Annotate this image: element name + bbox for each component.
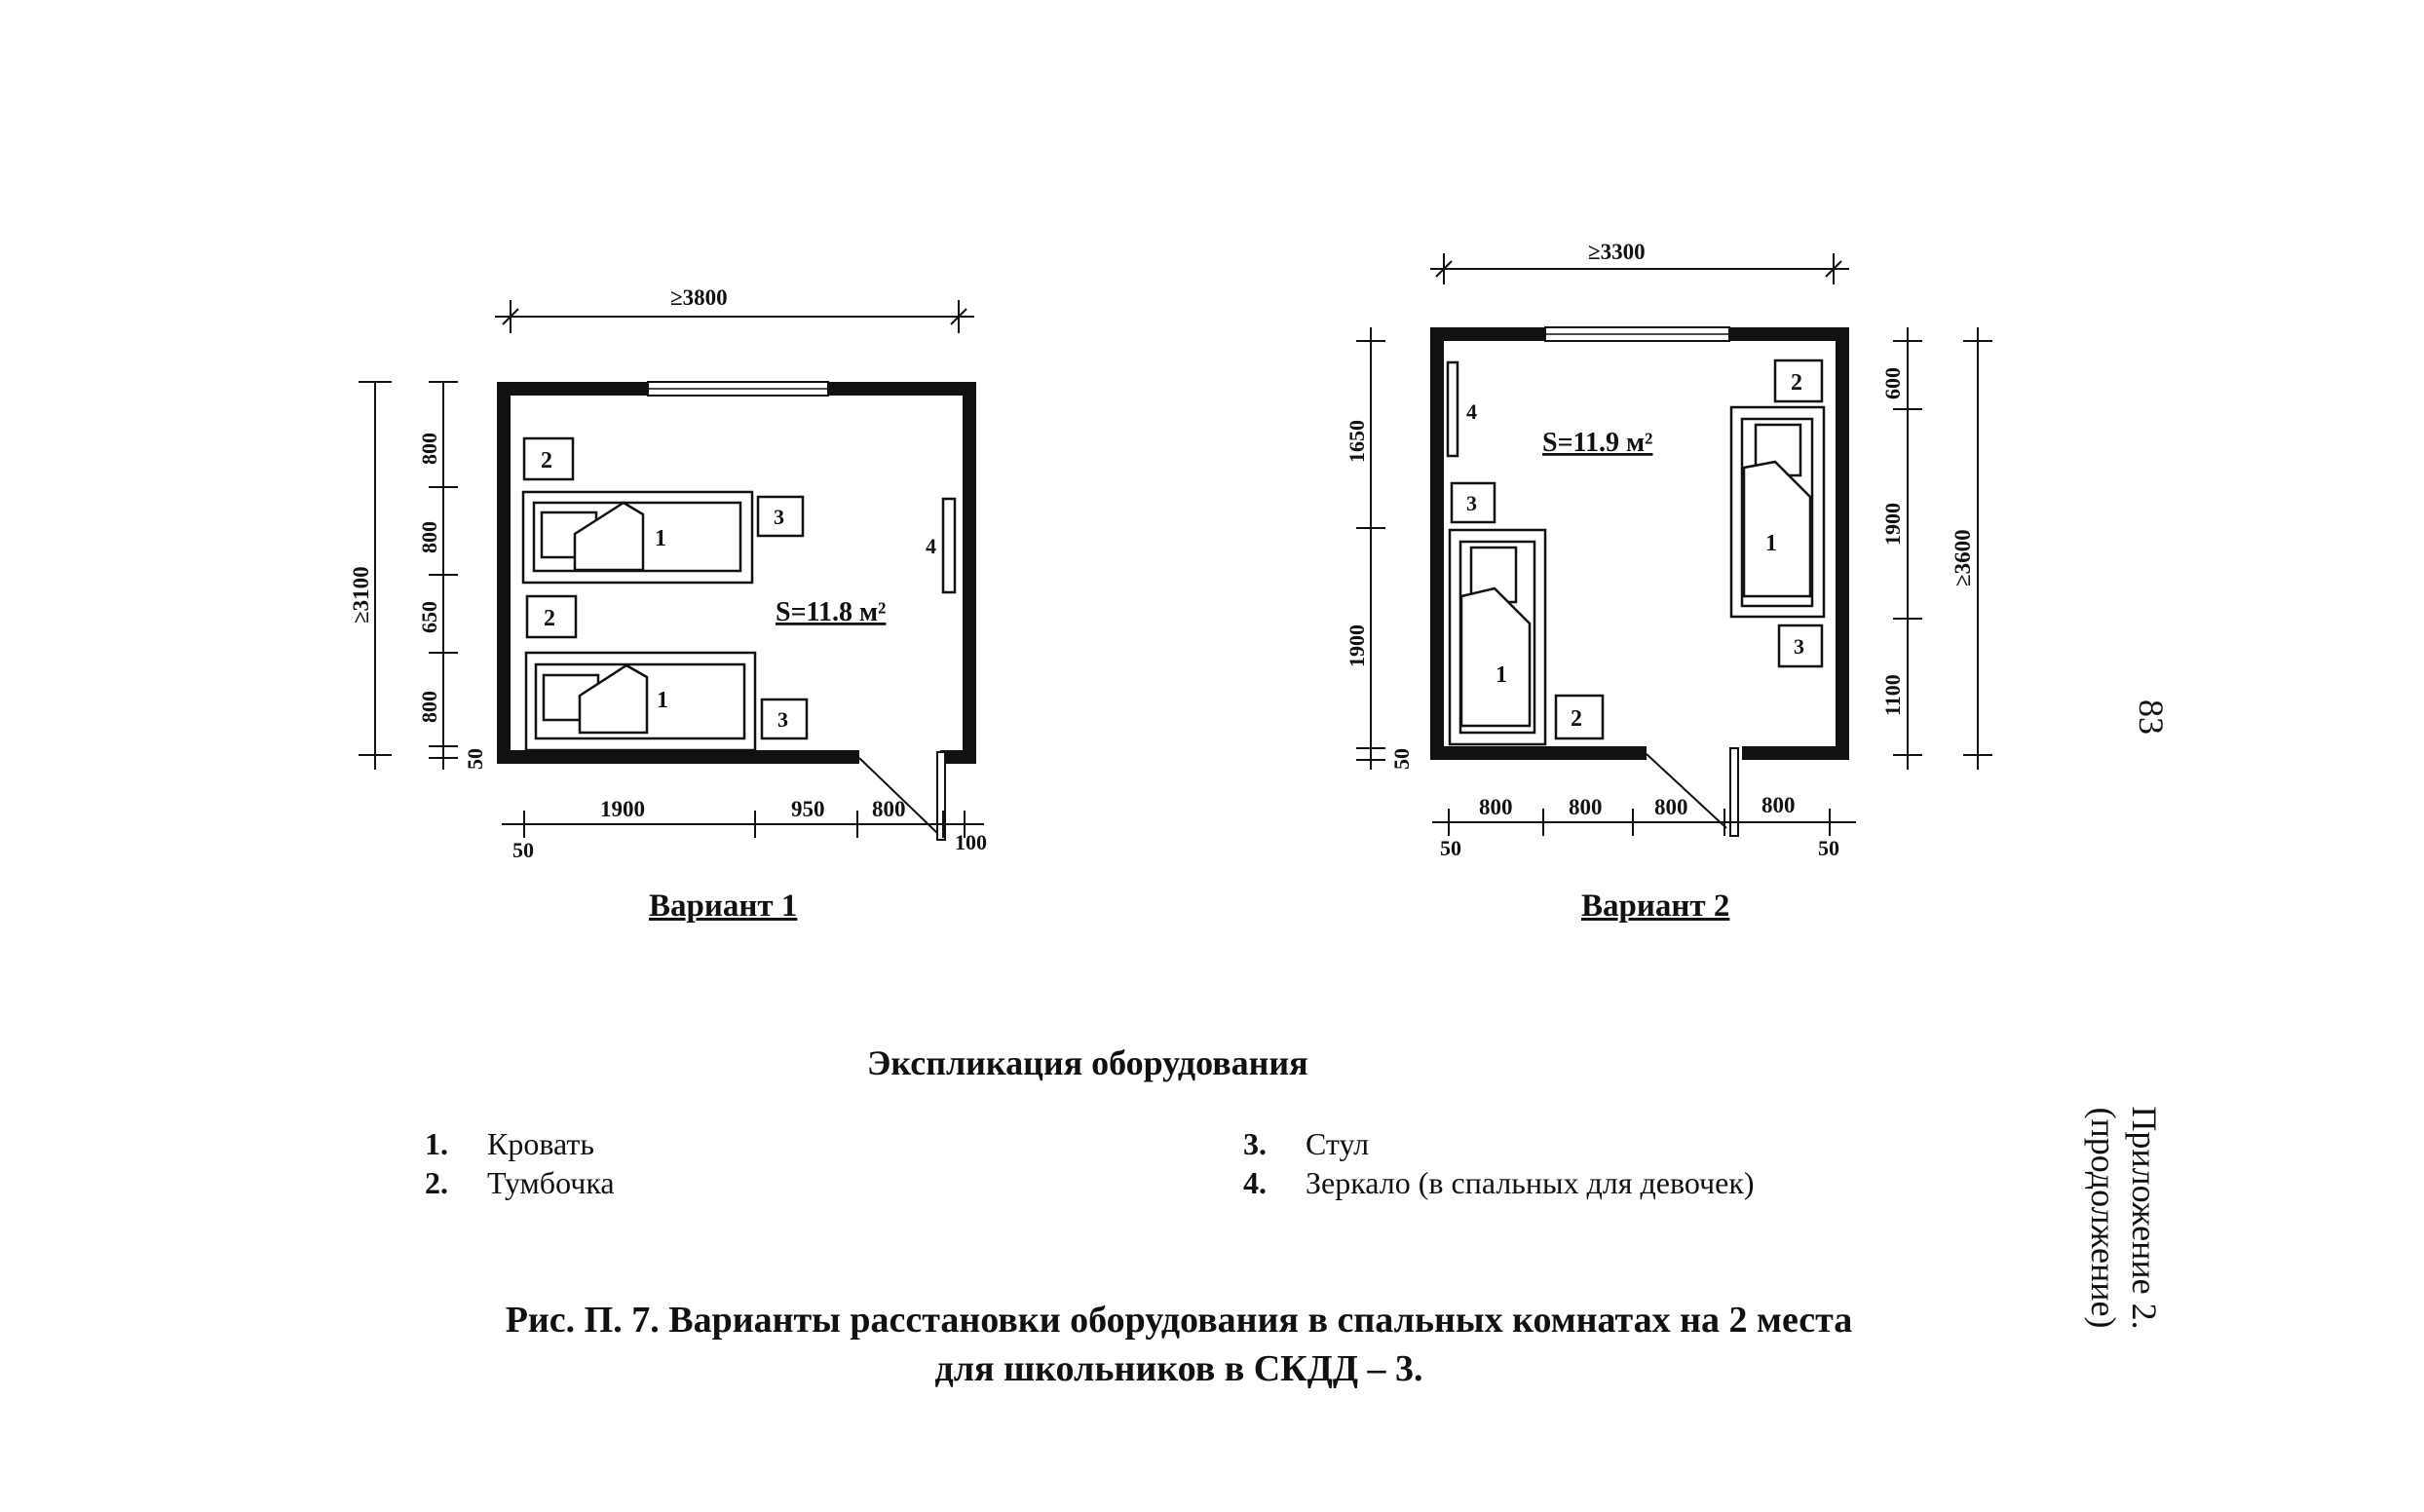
legend-item: 1. Кровать bbox=[425, 1126, 594, 1161]
variant2-mirror bbox=[1448, 362, 1458, 456]
svg-text:800: 800 bbox=[1479, 795, 1513, 819]
svg-text:800: 800 bbox=[1761, 793, 1796, 817]
svg-text:50: 50 bbox=[463, 748, 487, 770]
variant1-bed-label: 1 bbox=[657, 688, 668, 713]
svg-text:≥3600: ≥3600 bbox=[1951, 529, 1975, 586]
variant1-caption: Вариант 1 bbox=[649, 888, 798, 924]
svg-text:800: 800 bbox=[417, 521, 441, 553]
variant2-dim-top bbox=[1430, 240, 1849, 284]
svg-text:≥3100: ≥3100 bbox=[349, 566, 373, 624]
variant2-bed-label: 1 bbox=[1496, 662, 1507, 688]
variant2-caption: Вариант 2 bbox=[1581, 888, 1730, 924]
svg-text:100: 100 bbox=[955, 830, 987, 854]
page-number: 83 bbox=[2132, 699, 2171, 735]
side-note: Приложение 2. (продолжение) bbox=[2084, 1106, 2164, 1330]
variant2-mirror-label: 4 bbox=[1466, 399, 1477, 424]
variant1-chair-label: 3 bbox=[777, 707, 788, 732]
variant2-area: S=11.9 м² bbox=[1542, 428, 1653, 458]
variant2-dim-left bbox=[1345, 327, 1414, 770]
variant1-dim-bottom bbox=[502, 797, 987, 862]
variant1-bed-label: 1 bbox=[655, 526, 666, 551]
svg-text:800: 800 bbox=[872, 797, 906, 821]
legend-item: 4. Зеркало (в спальных для девочек) bbox=[1243, 1165, 1755, 1200]
svg-text:1650: 1650 bbox=[1345, 420, 1369, 463]
variant1-mirror bbox=[943, 499, 955, 592]
variant1-nightstand-label: 2 bbox=[541, 448, 552, 473]
variant2-nightstand-label: 2 bbox=[1791, 370, 1802, 396]
variant1-dim-top bbox=[495, 285, 974, 333]
legend-column-left bbox=[425, 1124, 615, 1202]
svg-text:800: 800 bbox=[417, 691, 441, 723]
svg-text:800: 800 bbox=[417, 433, 441, 465]
variant2-dim-right bbox=[1880, 327, 1992, 770]
svg-text:50: 50 bbox=[1389, 748, 1414, 770]
variant2-chair-label: 3 bbox=[1466, 491, 1477, 515]
svg-text:1900: 1900 bbox=[1345, 624, 1369, 667]
svg-text:800: 800 bbox=[1654, 795, 1688, 819]
svg-text:≥3300: ≥3300 bbox=[1588, 240, 1646, 264]
legend-title: Экспликация оборудования bbox=[867, 1043, 1308, 1082]
variant1-bed-upper bbox=[523, 492, 752, 583]
variant2-bed-right bbox=[1731, 407, 1824, 617]
variant2-bed-label: 1 bbox=[1765, 531, 1777, 556]
figure-caption: Рис. П. 7. Варианты расстановки оборудования в спальных комнатах на 2 места для школьников в СКДД – 3. bbox=[505, 1300, 1853, 1389]
variant1-area: S=11.8 м² bbox=[776, 597, 887, 627]
variant1-dim-left bbox=[349, 382, 487, 770]
legend-column-right bbox=[1243, 1124, 1755, 1202]
variant1-nightstand-label: 2 bbox=[544, 606, 555, 631]
legend-item: 2. Тумбочка bbox=[425, 1165, 615, 1200]
svg-text:50: 50 bbox=[1440, 836, 1461, 860]
svg-text:800: 800 bbox=[1569, 795, 1603, 819]
variant2-bed-left bbox=[1450, 530, 1545, 744]
variant1-plan bbox=[349, 285, 987, 862]
variant1-window bbox=[648, 382, 828, 396]
svg-text:50: 50 bbox=[1818, 836, 1839, 860]
svg-text:950: 950 bbox=[791, 797, 825, 821]
variant2-window bbox=[1545, 327, 1729, 341]
variant1-bed-lower bbox=[526, 653, 755, 750]
svg-text:1900: 1900 bbox=[1880, 503, 1905, 546]
variant2-nightstand-label: 2 bbox=[1571, 706, 1582, 732]
svg-text:50: 50 bbox=[512, 838, 534, 862]
svg-text:≥3800: ≥3800 bbox=[670, 285, 728, 310]
svg-text:1900: 1900 bbox=[600, 797, 645, 821]
variant1-door bbox=[859, 752, 945, 840]
svg-text:1100: 1100 bbox=[1880, 674, 1905, 716]
legend-item: 3. Стул bbox=[1243, 1126, 1370, 1161]
variant2-plan bbox=[1345, 240, 1992, 860]
variant1-mirror-label: 4 bbox=[926, 534, 936, 558]
variant2-chair-label: 3 bbox=[1794, 634, 1804, 659]
svg-text:650: 650 bbox=[417, 601, 441, 633]
variant2-dim-bottom bbox=[1432, 793, 1856, 860]
svg-text:600: 600 bbox=[1880, 367, 1905, 399]
variant1-chair-label: 3 bbox=[774, 505, 784, 529]
